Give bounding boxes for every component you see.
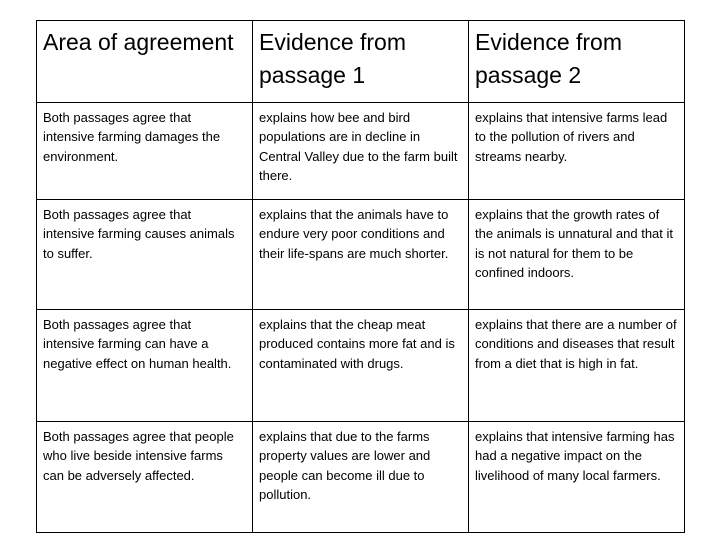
passage-2-evidence-cell: explains that there are a number of conditions and diseases that result from a diet that is high in fat. [469,310,685,422]
passage-2-evidence-cell: explains that the growth rates of the animals is unnatural and that it is not natural for them to be confined indoors. [469,200,685,310]
agreement-cell: Both passages agree that intensive farming damages the environment. [37,103,253,200]
passage-2-evidence-cell: explains that intensive farming has had a negative impact on the livelihood of many local farmers. [469,422,685,533]
table-row [37,310,685,422]
agreement-cell: Both passages agree that intensive farming causes animals to suffer. [37,200,253,310]
passage-1-evidence-cell: explains that the cheap meat produced contains more fat and is contaminated with drugs. [253,310,469,422]
table-row [37,200,685,310]
header-evidence-passage-1: Evidence from passage 1 [253,21,469,103]
passage-1-evidence-cell: explains that due to the farms property values are lower and people can become ill due to pollution. [253,422,469,533]
passage-1-evidence-cell: explains how bee and bird populations are in decline in Central Valley due to the farm built there. [253,103,469,200]
passage-1-evidence-cell: explains that the animals have to endure very poor conditions and their life-spans are much shorter. [253,200,469,310]
agreement-cell: Both passages agree that intensive farming can have a negative effect on human health. [37,310,253,422]
comparison-table [36,20,685,533]
header-evidence-passage-2: Evidence from passage 2 [469,21,685,103]
passage-2-evidence-cell: explains that intensive farms lead to the pollution of rivers and streams nearby. [469,103,685,200]
header-area-of-agreement: Area of agreement [37,21,253,103]
table-row [37,103,685,200]
table-header-row [37,21,685,103]
table-row [37,422,685,533]
agreement-cell: Both passages agree that people who live beside intensive farms can be adversely affected. [37,422,253,533]
